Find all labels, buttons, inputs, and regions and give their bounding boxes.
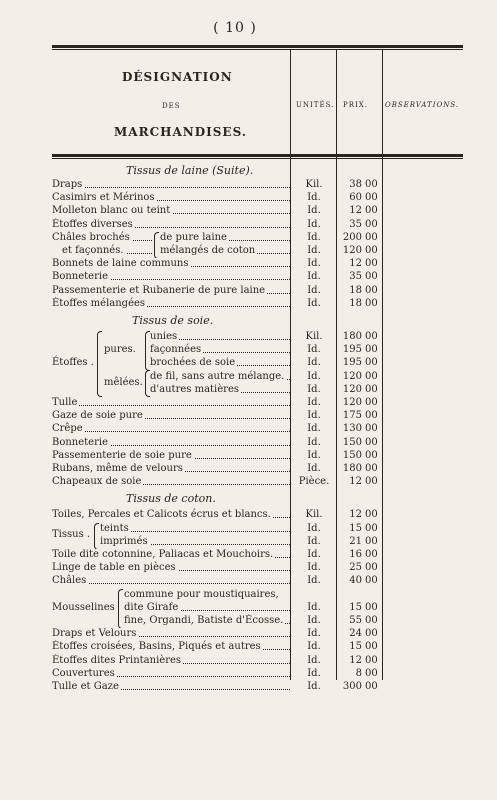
row-description [52, 561, 290, 574]
row-price-cents: 00 [365, 667, 378, 679]
header-rule-thin [52, 158, 463, 159]
row-price: 35 [349, 271, 362, 283]
ledger-row [0, 343, 497, 356]
header-unites: UNITÉS. [296, 101, 335, 109]
row-text: Passementerie de soie pure [52, 449, 192, 461]
ledger-row [0, 561, 497, 574]
group-label-mousselines: Mousselines [52, 601, 115, 613]
row-unit: Id. [307, 397, 321, 408]
row-price: 120 [342, 245, 362, 256]
row-text: Tulle et Gaze [52, 681, 119, 692]
row-description [52, 640, 290, 653]
ledger-row [0, 270, 497, 283]
row-unit: Id. [307, 192, 321, 204]
row-unit: Id. [307, 370, 321, 382]
row-price: 180 [342, 463, 362, 474]
row-price: 130 [342, 423, 362, 435]
row-description [52, 257, 290, 270]
row-description [52, 270, 290, 283]
top-rule-thin [52, 49, 463, 50]
row-text: unies [150, 331, 178, 342]
row-unit: Id. [307, 410, 321, 422]
row-price-cents: 00 [365, 258, 378, 270]
ledger-row [0, 522, 497, 535]
section-title-coton: Tissus de coton. [126, 492, 216, 506]
row-description [52, 627, 290, 640]
row-text: Passementerie et Rubanerie de pure laine [52, 284, 266, 296]
row-price: 15 [349, 601, 362, 613]
row-description [52, 449, 290, 462]
row-price: 8 [355, 667, 362, 679]
ledger-row [0, 191, 497, 204]
row-unit: Kil. [305, 509, 323, 521]
row-price: 12 [349, 654, 362, 666]
row-unit: Id. [307, 231, 321, 243]
row-price-cents: 00 [365, 522, 378, 534]
row-text: Étoffes dites Printanières [52, 654, 182, 666]
row-price-cents: 00 [365, 231, 378, 243]
row-text: d'autres matières [150, 383, 239, 395]
ledger-row [0, 462, 497, 475]
row-description [52, 462, 290, 475]
ledger-row [0, 356, 497, 369]
row-unit: Id. [307, 654, 321, 666]
row-text: Crêpe [52, 423, 83, 435]
ledger-row [0, 422, 497, 435]
row-unit: Kil. [305, 331, 323, 342]
row-description [52, 396, 290, 409]
row-unit: Id. [307, 383, 321, 395]
row-price: 25 [349, 562, 362, 574]
row-price: 18 [349, 297, 362, 309]
ledger-row [0, 178, 497, 191]
row-text: Molleton blanc ou teint [52, 205, 171, 217]
row-price: 40 [349, 575, 362, 587]
row-price: 150 [342, 436, 362, 448]
ledger-row [0, 257, 497, 270]
row-price: 200 [342, 231, 362, 243]
row-description [52, 284, 290, 297]
section-title-soie: Tissus de soie. [132, 314, 214, 327]
row-unit: Id. [307, 562, 321, 574]
row-unit: Id. [307, 601, 321, 613]
row-text: Bonnets de laine communs [52, 258, 189, 270]
row-text: Gaze de soie pure [52, 410, 143, 422]
row-text: Tulle [52, 397, 78, 408]
row-price-cents: 00 [365, 383, 378, 395]
row-price-cents: 00 [365, 549, 378, 560]
row-unit: Id. [307, 357, 321, 369]
row-price-cents: 00 [365, 562, 378, 574]
row-price: 120 [342, 370, 362, 382]
row-unit: Id. [307, 245, 321, 256]
row-sub-description [160, 244, 290, 257]
row-price: 195 [342, 357, 362, 369]
row-description [100, 535, 290, 548]
row-text: façonnées [150, 344, 202, 356]
row-description [52, 680, 290, 693]
row-price: 12 [349, 476, 362, 488]
row-description [52, 422, 290, 435]
ledger-row [0, 284, 497, 297]
row-price: 16 [349, 549, 362, 560]
ledger-row [0, 627, 497, 640]
ledger-row [0, 654, 497, 667]
row-price: 195 [342, 344, 362, 356]
row-price-cents: 00 [365, 205, 378, 217]
header-rule [52, 154, 463, 157]
section-title-laine: Tissus de laine (Suite). [126, 164, 254, 177]
row-text: commune pour moustiquaires, [124, 588, 279, 600]
row-unit: Id. [307, 667, 321, 679]
row-description [150, 343, 290, 356]
row-unit: Id. [307, 535, 321, 547]
row-price: 12 [349, 205, 362, 217]
row-price-cents: 00 [365, 535, 378, 547]
ledger-row [0, 475, 497, 488]
row-description [150, 370, 290, 383]
row-text: Casimirs et Mérinos [52, 192, 155, 204]
row-text: imprimés [100, 535, 148, 547]
row-unit: Pièce. [298, 476, 330, 488]
row-price-cents: 00 [365, 628, 378, 640]
row-description [150, 383, 290, 396]
row-text: Couvertures [52, 667, 115, 679]
row-text: Bonneterie [52, 271, 109, 283]
ledger-row [0, 614, 497, 627]
row-unit: Id. [307, 641, 321, 653]
row-text: et façonnés. [62, 245, 124, 256]
row-price-cents: 00 [365, 271, 378, 283]
row-price-cents: 00 [365, 575, 378, 587]
row-text: Bonneterie [52, 436, 109, 448]
top-rule [52, 45, 463, 48]
row-description [150, 330, 290, 343]
row-text: fine, Organdi, Batiste d'Écosse. [124, 615, 284, 626]
ledger-row [0, 640, 497, 653]
row-price-cents: 00 [365, 436, 378, 448]
row-price: 12 [349, 509, 362, 521]
row-price: 120 [342, 383, 362, 395]
row-description [52, 436, 290, 449]
leader-dots [52, 431, 290, 432]
row-price: 300 [342, 681, 362, 692]
ledger-row [0, 508, 497, 521]
row-price-cents: 00 [365, 681, 378, 692]
row-price: 18 [349, 284, 362, 296]
row-price: 60 [349, 192, 362, 204]
row-price-cents: 00 [365, 397, 378, 408]
row-price: 150 [342, 449, 362, 461]
row-description [52, 231, 152, 244]
ledger-row [0, 667, 497, 680]
row-text: de pure laine [160, 231, 227, 243]
row-price-cents: 00 [365, 410, 378, 422]
header-des: DES [162, 102, 181, 110]
row-text: Toiles, Percales et Calicots écrus et blancs. [52, 509, 271, 521]
row-price-cents: 00 [365, 192, 378, 204]
row-price: 35 [349, 218, 362, 230]
row-description [52, 654, 290, 667]
row-price-cents: 00 [365, 218, 378, 230]
row-description [52, 667, 290, 680]
page-number: ( 10 ) [213, 20, 257, 36]
row-price-cents: 00 [365, 423, 378, 435]
brace-shawls [154, 232, 159, 259]
row-price: 38 [349, 179, 362, 190]
row-description [124, 614, 290, 627]
row-unit: Id. [307, 436, 321, 448]
row-unit: Id. [307, 423, 321, 435]
ledger-row [0, 204, 497, 217]
row-price-cents: 00 [365, 463, 378, 474]
row-unit: Id. [307, 271, 321, 283]
row-description [52, 574, 290, 587]
row-price-cents: 00 [365, 344, 378, 356]
row-unit: Id. [307, 205, 321, 217]
row-text: Draps [52, 179, 83, 190]
row-unit: Id. [307, 297, 321, 309]
row-text: mélangés de coton [160, 245, 256, 256]
row-text: Étoffes croisées, Basins, Piqués et autres [52, 641, 261, 653]
leader-dots [52, 187, 290, 188]
row-price-cents: 00 [365, 284, 378, 296]
row-price-cents: 00 [365, 331, 378, 342]
row-text: Étoffes diverses [52, 218, 133, 230]
row-unit: Id. [307, 628, 321, 640]
row-sub-description [160, 231, 290, 244]
ledger-row [0, 330, 497, 343]
row-unit: Id. [307, 284, 321, 296]
row-text: Linge de table en pièces [52, 562, 176, 574]
header-marchandises: MARCHANDISES. [114, 125, 247, 139]
row-price: 15 [349, 641, 362, 653]
row-text: teints [100, 522, 129, 534]
row-price: 175 [342, 410, 362, 422]
row-description [62, 244, 152, 257]
row-unit: Kil. [305, 179, 323, 190]
row-price: 12 [349, 258, 362, 270]
row-price: 15 [349, 522, 362, 534]
row-text: Étoffes mélangées [52, 297, 146, 309]
ledger-row [0, 436, 497, 449]
row-price: 120 [342, 397, 362, 408]
row-unit: Id. [307, 258, 321, 270]
row-description [150, 356, 290, 369]
row-price-cents: 00 [365, 641, 378, 653]
ledger-row [0, 680, 497, 693]
ledger-row [0, 588, 497, 601]
row-unit: Id. [307, 681, 321, 692]
row-price-cents: 00 [365, 245, 378, 256]
row-description [52, 297, 290, 310]
row-description [52, 548, 290, 561]
ledger-row [0, 548, 497, 561]
row-unit: Id. [307, 463, 321, 474]
header-prix: PRIX. [343, 101, 368, 109]
ledger-row [0, 601, 497, 614]
row-price-cents: 00 [365, 601, 378, 613]
row-text: Toile dite cotonnine, Paliacas et Mouchoirs. [52, 549, 274, 560]
row-description [52, 191, 290, 204]
row-unit: Id. [307, 549, 321, 560]
row-description [100, 522, 290, 535]
ledger-row [0, 218, 497, 231]
row-description [52, 508, 290, 521]
ledger-row [0, 383, 497, 396]
row-price: 180 [342, 331, 362, 342]
row-price-cents: 00 [365, 654, 378, 666]
row-unit: Id. [307, 615, 321, 626]
row-price-cents: 00 [365, 449, 378, 461]
row-text: dite Girafe [124, 601, 179, 613]
row-description [124, 588, 290, 601]
row-description [52, 218, 290, 231]
row-description [52, 204, 290, 217]
group-label-pures: pures. [104, 344, 136, 355]
row-price-cents: 00 [365, 297, 378, 309]
row-unit: Id. [307, 522, 321, 534]
ledger-row [0, 244, 497, 257]
header-designation: DÉSIGNATION [122, 70, 233, 84]
row-text: Chapeaux de soie [52, 476, 142, 488]
group-label-etoffes: Étoffes . [52, 357, 94, 368]
row-description [52, 178, 290, 191]
ledger-row [0, 396, 497, 409]
row-unit: Id. [307, 449, 321, 461]
row-text: Draps et Velours [52, 628, 137, 640]
row-unit: Id. [307, 344, 321, 356]
row-text: Châles [52, 575, 87, 587]
row-price-cents: 00 [365, 509, 378, 521]
group-label-melees: mêlées. [104, 377, 143, 388]
row-price-cents: 00 [365, 476, 378, 488]
row-price-cents: 00 [365, 179, 378, 190]
ledger-row [0, 449, 497, 462]
row-text: de fil, sans autre mélange. [150, 370, 285, 382]
row-unit: Id. [307, 575, 321, 587]
ledger-row [0, 370, 497, 383]
ledger-row [0, 535, 497, 548]
ledger-row [0, 297, 497, 310]
row-description [52, 475, 290, 488]
ledger-row [0, 409, 497, 422]
row-description [52, 409, 290, 422]
leader-dots [52, 405, 290, 406]
ledger-row [0, 231, 497, 244]
row-price-cents: 00 [365, 370, 378, 382]
row-description [124, 601, 290, 614]
row-price-cents: 00 [365, 615, 378, 626]
row-text: brochées de soie [150, 357, 236, 369]
row-price: 21 [349, 535, 362, 547]
row-text: Rubans, même de velours [52, 463, 183, 474]
group-label-tissus: Tissus . [52, 528, 91, 540]
row-price-cents: 00 [365, 357, 378, 369]
row-text: Châles brochés [52, 231, 130, 243]
row-price: 24 [349, 628, 362, 640]
header-observations: OBSERVATIONS. [385, 101, 460, 109]
row-unit: Id. [307, 218, 321, 230]
row-price: 55 [349, 615, 362, 626]
ledger-row [0, 574, 497, 587]
